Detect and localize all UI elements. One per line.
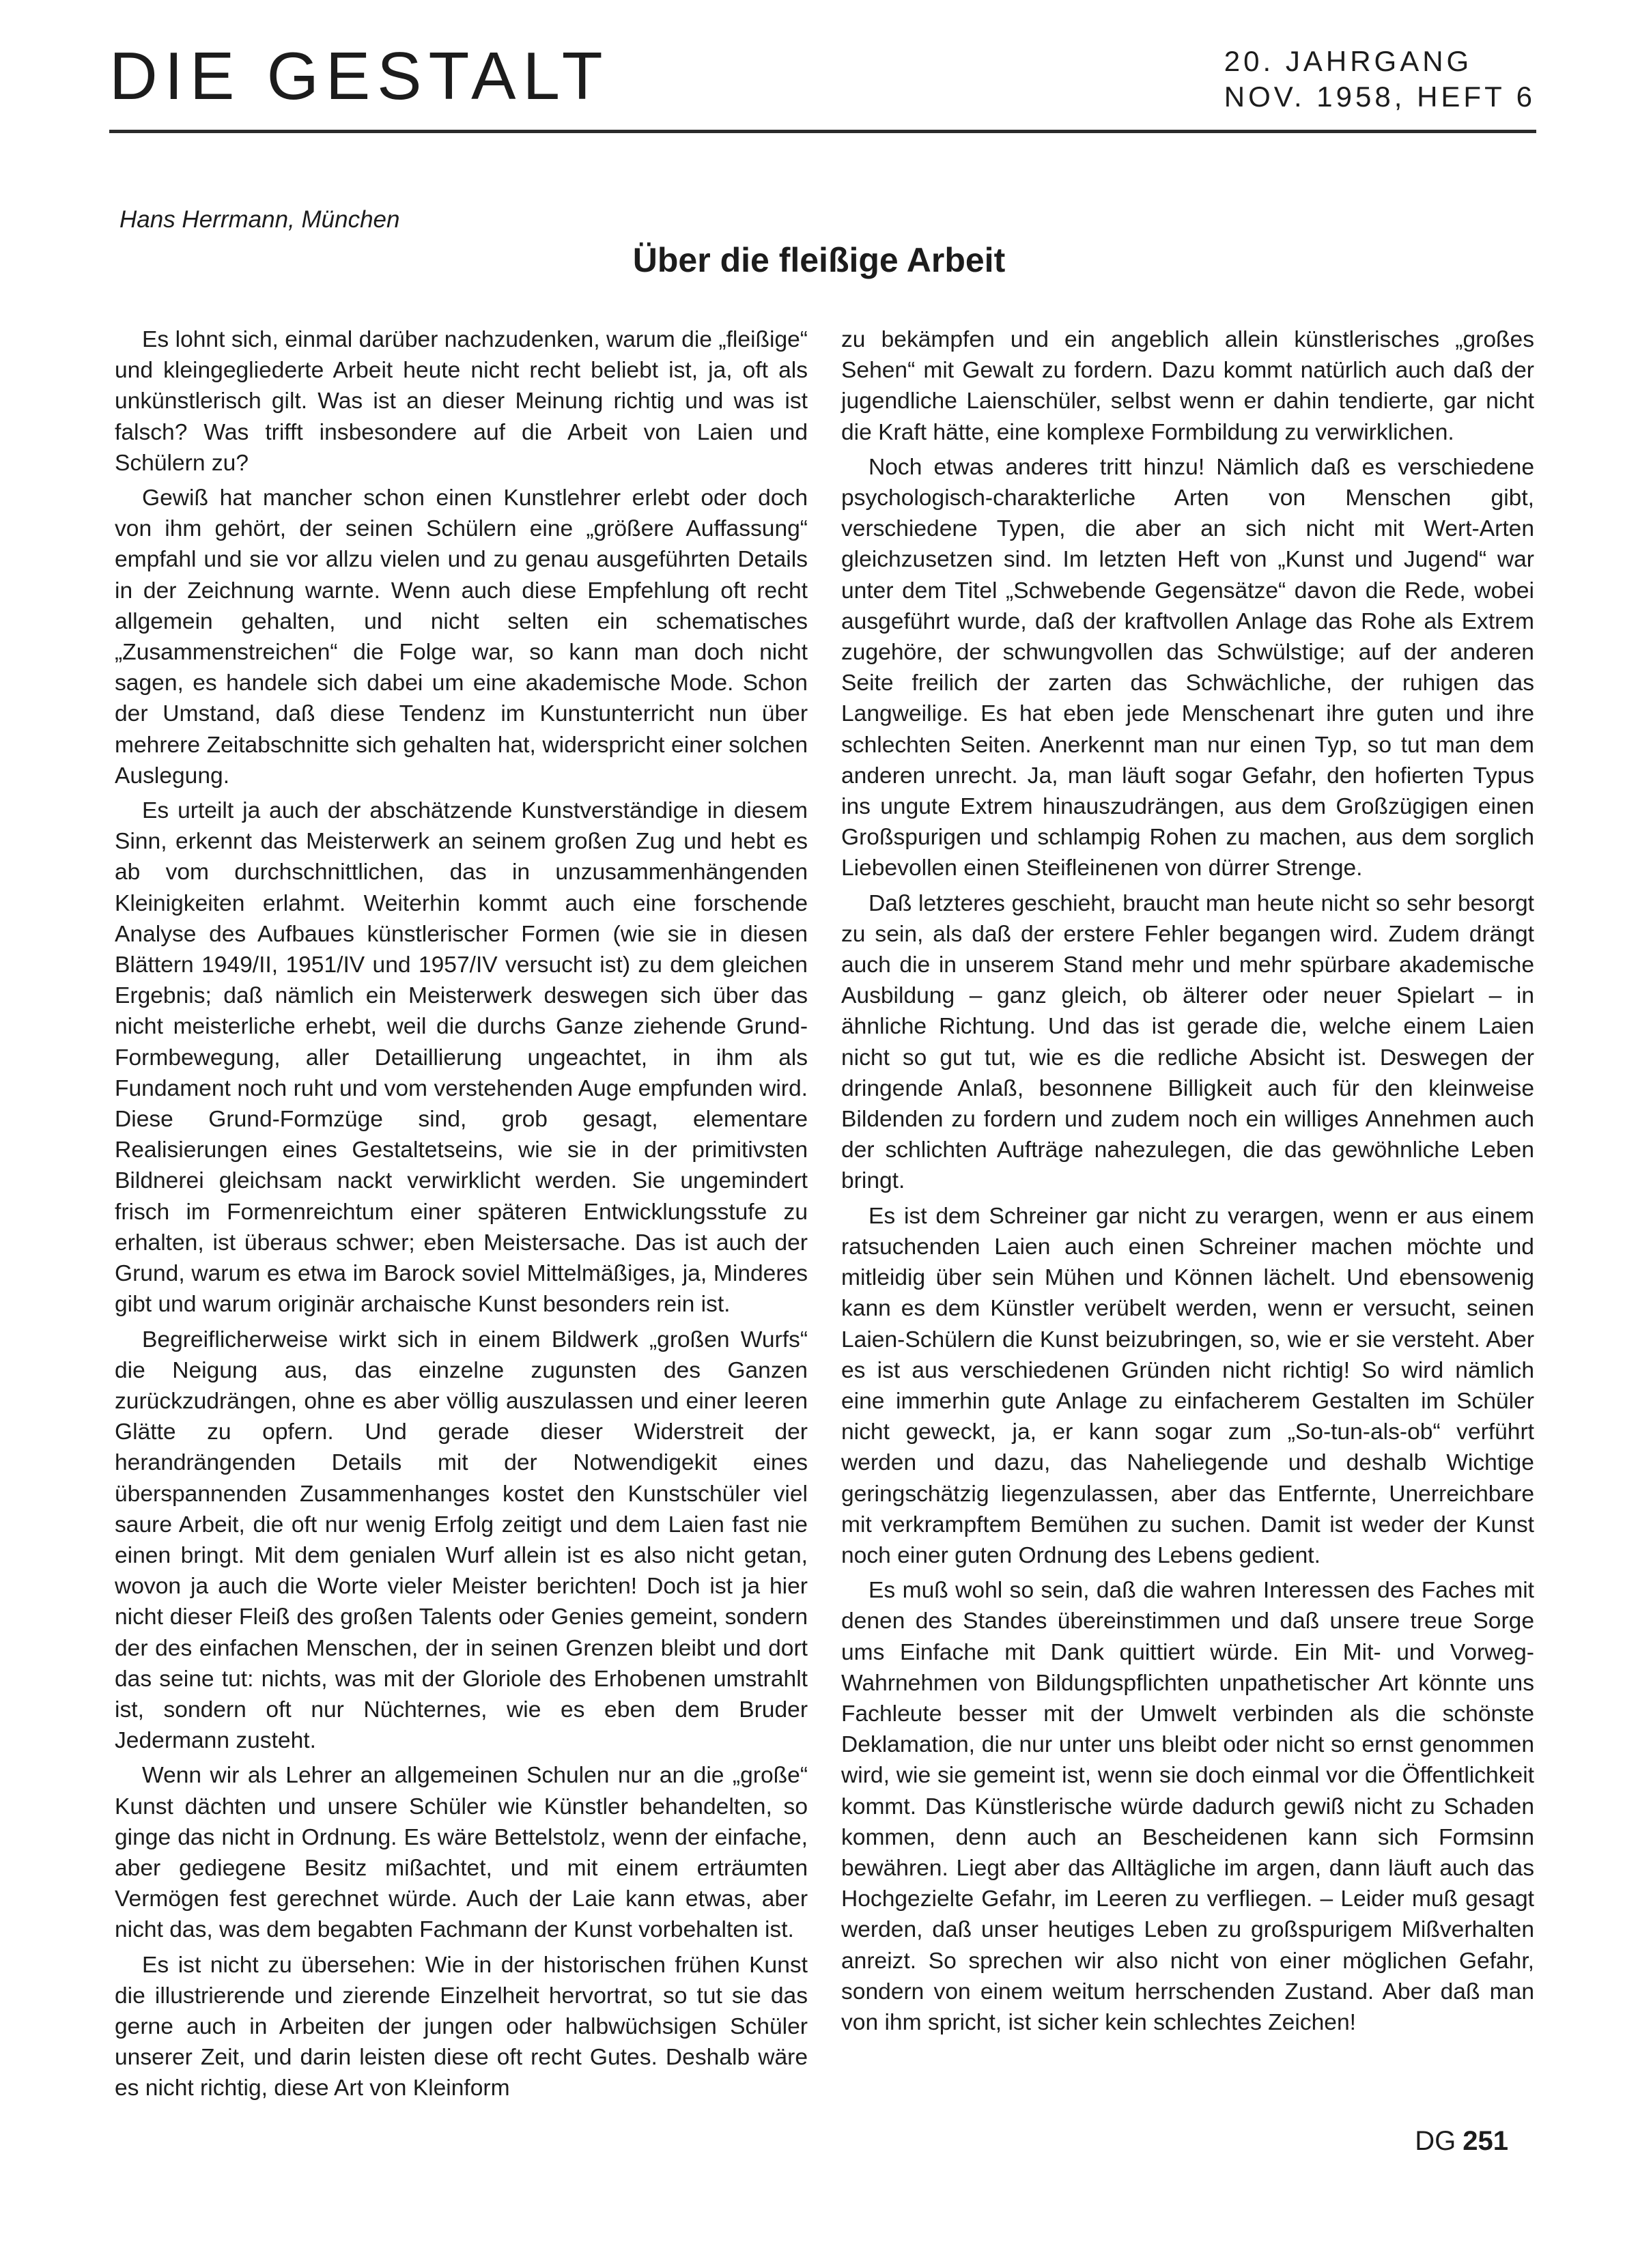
- paragraph: Es muß wohl so sein, daß die wahren Interessen des Faches mit denen des Standes übereinstimmen und daß unsere treue Sorge ums Einfache mit Dank quittiert würde. Ein Mit- und Vorweg-Wahrnehmen von Bildungspflichten unpathetischer Art könnte uns Fachleute besser mit der Umwelt verbinden als die schönste Deklamation, die nur unter uns bleibt oder nicht so ernst genommen wird, wie sie gemeint ist, wenn sie doch einmal vor die Öffentlichkeit kommt. Das Künstlerische würde dadurch gewiß nicht zu Schaden kommen, denn auch an Bescheidenen kann sich Formsinn bewähren. Liegt aber das Alltägliche im argen, dann läuft auch das Hochgezielte Gefahr, im Leeren zu verfliegen. – Leider muß gesagt werden, daß unser heutiges Leben zu großspurigem Mißverhalten anreizt. So sprechen wir also nicht von einer möglichen Gefahr, sondern von einem weitum herrschenden Zustand. Aber daß man von ihm spricht, ist sicher kein schlechtes Zeichen!: [841, 1578, 1534, 2035]
- page-number: 251: [1463, 2126, 1508, 2156]
- paragraph: Gewiß hat mancher schon einen Kunstlehrer erlebt oder doch von ihm gehört, der seinen Schülern eine „größere Auffassung“ empfahl und sie vor allzu vielen und zu genau ausgeführten Details in der Zeichnung warnte. Wenn auch diese Empfehlung oft recht allgemein gehalten, und nicht selten ein schematisches „Zusammenstreichen“ die Folge war, so kann man doch nicht sagen, es handele sich dabei um eine akademische Mode. Schon der Umstand, daß diese Tendenz im Kunstunterricht nun über mehrere Zeitabschnitte sich gehalten hat, widerspricht einer solchen Auslegung.: [115, 485, 808, 789]
- article-title: Über die fleißige Arbeit: [632, 241, 1006, 279]
- paragraph: Noch etwas anderes tritt hinzu! Nämlich daß es verschiedene psychologisch-charakterliche Arten von Menschen gibt, verschiedene Typen, die aber an sich nicht mit Wert-Arten gleichzusetzen sind. Im letzten Heft von „Kunst und Jugend“ war unter dem Titel „Schwebende Gegensätze“ davon die Rede, wobei ausgeführt wurde, daß der kraftvollen Anlage das Rohe als Extrem zugehöre, der schwungvollen das Schwülstige; auf der anderen Seite freilich der zarten das Schwächliche, der ruhigen das Langweilige. Es hat eben jede Menschenart ihre guten und ihre schlechten Seiten. Anerkennt man nur einen Typ, so tut man dem anderen unrecht. Ja, man läuft sogar Gefahr, den hofierten Typus ins ungute Extrem hinauszudrängen, aus dem Großzügigen einen Großspurigen und schlampig Rohen zu machen, aus dem sorglich Liebevollen einen Steifleinenen von dürrer Strenge.: [841, 454, 1534, 881]
- journal-abbrev: DG: [1415, 2126, 1456, 2156]
- issue-info: [1224, 44, 1536, 115]
- volume-label: 20. JAHRGANG: [1224, 45, 1473, 77]
- paragraph: Daß letzteres geschieht, braucht man heute nicht so sehr besorgt zu sein, als daß der erstere Fehler begangen wird. Zudem drängt auch die in unserem Stand mehr und mehr spürbare akademische Ausbildung – ganz gleich, ob älterer oder neuer Spielart – in ähnliche Richtung. Und das ist gerade die, welche einem Laien nicht so gut tut, wie es die redliche Absicht ist. Deswegen der dringende Anlaß, besonnene Billigkeit auch für den kleinweise Bildenden zu fordern und zudem noch ein williges Annehmen auch der schlichten Aufträge nahezulegen, die das gewöhnliche Leben bringt.: [841, 890, 1534, 1194]
- header-rule: [109, 130, 1536, 133]
- paragraph: Begreiflicherweise wirkt sich in einem Bildwerk „großen Wurfs“ die Neigung aus, das einzelne zugunsten des Ganzen zurückzudrängen, ohne es aber völlig auszulassen und einer leeren Glätte zu opfern. Und gerade dieser Widerstreit der herandrängenden Details mit der Notwendigekit eines überspannenden Zusammenhanges kostet den Kunstschüler viel saure Arbeit, die oft nur wenig Erfolg zeitigt und dem Laien fast nie einen bringt. Mit dem genialen Wurf allein ist es also nicht getan, wovon ja auch die Worte vieler Meister berichten! Doch ist ja hier nicht dieser Fleiß des großen Talents oder Genies gemeint, sondern der des einfachen Menschen, der in seinen Grenzen bleibt und dort das seine tut: nichts, was mit der Gloriole des Erhobenen umstrahlt ist, sondern oft nur Nüchternes, wie es eben dem Bruder Jedermann zusteht.: [115, 1327, 808, 1754]
- paragraph: Es ist nicht zu übersehen: Wie in der historischen frühen Kunst die illustrierende und zierende Einzelheit hervortrat, so tut sie das gerne auch in Arbeiten der jungen oder halbwüchsigen Schüler unserer Zeit, und darin leisten diese oft recht Gutes. Deshalb wäre es nicht richtig, diese Art von Kleinform: [115, 1952, 808, 2101]
- left-column: [115, 324, 808, 2104]
- page-footer: [1415, 2126, 1508, 2157]
- paragraph: Es ist dem Schreiner gar nicht zu verargen, wenn er aus einem ratsuchenden Laien auch einen Schreiner machen möchte und mitleidig über sein Mühen und Können lächelt. Und ebensowenig kann es dem Künstler verübelt werden, wenn er versucht, seinen Laien-Schülern die Kunst beizubringen, so, wie er sie versteht. Aber es ist aus verschiedenen Gründen nicht richtig! So wird nämlich eine immerhin gute Anlage zu einfacherem Gestalten im Schüler nicht geweckt, ja, er kann sogar zum „So-tun-als-ob“ verführt werden und dazu, das Naheliegende und deshalb Wichtige geringschätzig liegenzulassen, aber das Entfernte, Unerreichbare mit verkrampftem Bemühen zu suchen. Damit ist weder der Kunst noch einer guten Ordnung des Lebens gedient.: [841, 1203, 1534, 1568]
- paragraph: Wenn wir als Lehrer an allgemeinen Schulen nur an die „große“ Kunst dächten und unsere Schüler wie Künstler behandelten, so ginge das nicht in Ordnung. Es wäre Bettelstolz, wenn der einfache, aber gediegene Besitz mißachtet, und mit einem erträumten Vermögen fest gerechnet würde. Auch der Laie kann etwas, aber nicht das, was dem begabten Fachmann der Kunst vorbehalten ist.: [115, 1763, 808, 1943]
- right-column: [841, 324, 1534, 2038]
- paragraph: Es lohnt sich, einmal darüber nachzudenken, warum die „fleißige“ und kleingegliederte Arbeit heute nicht recht beliebt ist, ja, oft als unkünstlerisch gilt. Was ist an dieser Meinung richtig und was ist falsch? Was trifft insbesondere auf die Arbeit von Laien und Schülern zu?: [115, 327, 808, 476]
- paragraph: Es urteilt ja auch der abschätzende Kunstverständige in diesem Sinn, erkennt das Meisterwerk an seinem großen Zug und hebt es ab vom durchschnittlichen, das in unzusammenhängenden Kleinigkeiten erlahmt. Weiterhin kommt auch eine forschende Analyse des Aufbaues künstlerischer Formen (wie sie in diesen Blättern 1949/II, 1951/IV und 1957/IV versucht ist) zu dem gleichen Ergebnis; daß nämlich ein Meisterwerk deswegen sich über das nicht meisterliche erhebt, weil die durchs Ganze ziehende Grund-Formbewegung, aller Detaillierung ungeachtet, in ihm als Fundament noch ruht und vom verstehenden Auge empfunden wird. Diese Grund-Formzüge sind, grob gesagt, elementare Realisierungen eines Gestaltetseins, wie sie in der primitivsten Bildnerei gleichsam nackt verwirklicht werden. Sie ungemindert frisch im Formenreichtum einer späteren Entwicklungsstufe zu erhalten, ist überaus schwer; eben Meistersache. Das ist auch der Grund, warum es etwa im Barock soviel Mittelmäßiges, ja, Minderes gibt und warum originär archaische Kunst besonders rein ist.: [115, 798, 808, 1318]
- article-author: Hans Herrmann, München: [119, 206, 400, 233]
- issue-label: NOV. 1958, HEFT 6: [1224, 81, 1536, 113]
- paragraph: zu bekämpfen und ein angeblich allein künstlerisches „großes Sehen“ mit Gewalt zu fordern. Dazu kommt natürlich auch daß der jugendliche Laienschüler, selbst wenn er dahin tendierte, gar nicht die Kraft hätte, eine komplexe Formbildung zu verwirklichen.: [841, 327, 1534, 445]
- journal-title: DIE GESTALT: [109, 38, 610, 113]
